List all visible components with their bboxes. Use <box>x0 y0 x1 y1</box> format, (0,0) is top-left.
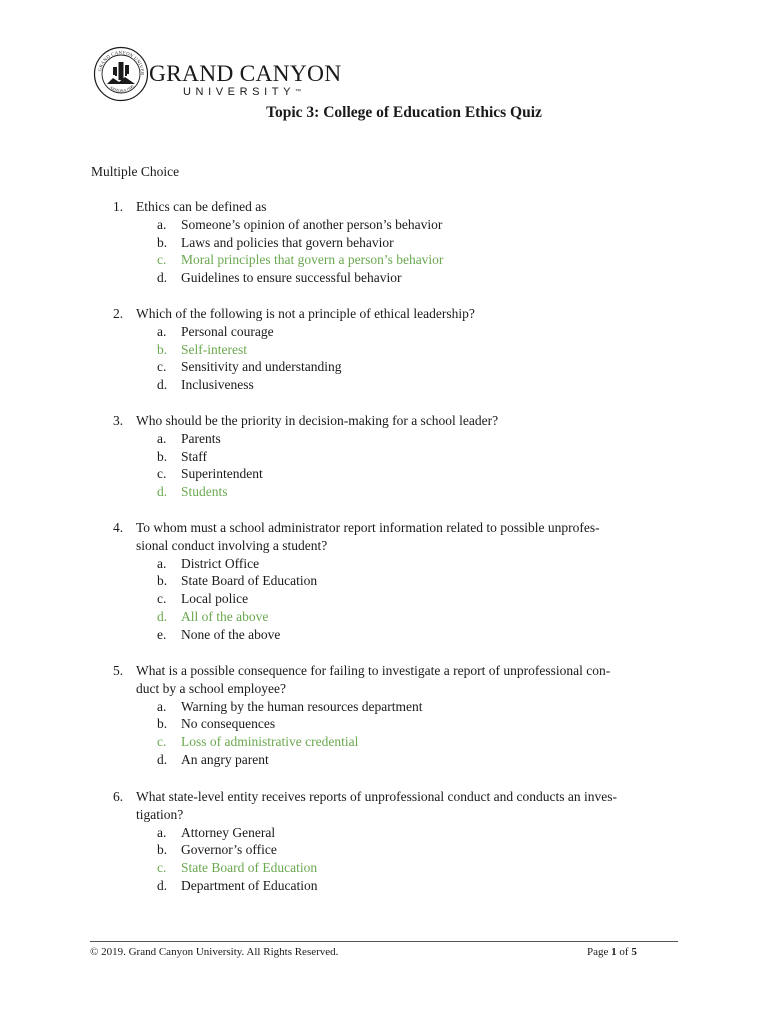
option-text: None of the above <box>181 626 281 642</box>
answer-option <box>0 555 768 573</box>
answer-option <box>0 430 768 448</box>
option-text: Someone’s opinion of another person’s behavior <box>181 216 443 232</box>
footer-page-number: Page 1 of 5 <box>587 946 637 958</box>
answer-option <box>0 715 768 733</box>
option-text: Department of Education <box>181 877 318 893</box>
option-letter: a. <box>157 216 167 232</box>
option-text: Personal courage <box>181 323 274 339</box>
answer-option <box>0 323 768 341</box>
answer-option <box>0 358 768 376</box>
option-text: State Board of Education <box>181 860 318 876</box>
option-letter: a. <box>157 555 167 571</box>
footer-divider <box>90 941 678 942</box>
answer-option <box>0 465 768 483</box>
option-letter: d. <box>157 484 168 500</box>
question-number: 4. <box>113 520 124 535</box>
answer-option <box>0 216 768 234</box>
option-letter: c. <box>157 734 167 750</box>
option-letter: d. <box>157 751 168 767</box>
option-text: District Office <box>181 555 260 571</box>
option-letter: c. <box>157 252 167 268</box>
option-letter: e. <box>157 626 167 642</box>
answer-option <box>0 376 768 394</box>
question-text-line: tigation? <box>136 806 184 822</box>
question-text-line: duct by a school employee? <box>136 680 286 696</box>
option-text: Moral principles that govern a person’s behavior <box>181 252 444 268</box>
option-letter: c. <box>157 359 167 375</box>
option-text: Students <box>181 484 228 500</box>
answer-options <box>0 698 768 769</box>
answer-option <box>0 751 768 769</box>
answer-option <box>0 877 768 895</box>
option-letter: b. <box>157 573 168 589</box>
option-text: Staff <box>181 448 207 464</box>
logo-subtitle: UNIVERSITY™ <box>183 86 302 98</box>
answer-option <box>0 824 768 842</box>
answer-option-correct <box>0 733 768 751</box>
option-letter: c. <box>157 591 167 607</box>
option-letter: b. <box>157 716 168 732</box>
question-text <box>136 788 686 824</box>
answer-option <box>0 841 768 859</box>
option-letter: c. <box>157 466 167 482</box>
option-text: No consequences <box>181 716 276 732</box>
question-number: 5. <box>113 663 124 678</box>
answer-options <box>0 555 768 644</box>
option-letter: c. <box>157 860 167 876</box>
option-letter: d. <box>157 377 168 393</box>
answer-option-correct <box>0 859 768 877</box>
question-text <box>136 662 686 698</box>
answer-options <box>0 323 768 394</box>
option-letter: d. <box>157 608 168 624</box>
option-text: Superintendent <box>181 466 263 482</box>
page-title: Topic 3: College of Education Ethics Quiz <box>266 104 542 121</box>
option-letter: b. <box>157 341 168 357</box>
option-text: Laws and policies that govern behavior <box>181 234 394 250</box>
option-text: Guidelines to ensure successful behavior <box>181 270 402 286</box>
logo-wordmark: GRAND CANYON <box>149 61 342 87</box>
question-number: 1. <box>113 199 124 214</box>
question-number: 2. <box>113 306 124 321</box>
question-text-line: sional conduct involving a student? <box>136 537 328 553</box>
answer-option <box>0 698 768 716</box>
question-text: Ethics can be defined as <box>136 199 267 214</box>
question-text <box>136 519 686 555</box>
answer-options <box>0 216 768 287</box>
answer-option <box>0 448 768 466</box>
option-text: An angry parent <box>181 751 269 767</box>
question-text: Who should be the priority in decision-making for a school leader? <box>136 413 499 428</box>
answer-option <box>0 269 768 287</box>
option-text: Warning by the human resources department <box>181 698 423 714</box>
option-letter: b. <box>157 448 168 464</box>
option-text: Loss of administrative credential <box>181 734 359 750</box>
answer-option <box>0 626 768 644</box>
option-text: Governor’s office <box>181 842 277 858</box>
answer-option-correct <box>0 483 768 501</box>
svg-text:ARIZONA 1949: ARIZONA 1949 <box>108 83 135 94</box>
option-letter: a. <box>157 323 167 339</box>
answer-options <box>0 824 768 895</box>
option-text: Sensitivity and understanding <box>181 359 342 375</box>
option-text: Self-interest <box>181 341 247 357</box>
option-letter: a. <box>157 698 167 714</box>
footer-copyright: © 2019. Grand Canyon University. All Rights Reserved. <box>90 946 339 958</box>
option-text: Local police <box>181 591 249 607</box>
question-text-line: What state-level entity receives reports of unprofessional conduct and conducts an inves- <box>136 789 617 804</box>
option-text: All of the above <box>181 608 269 624</box>
option-letter: b. <box>157 842 168 858</box>
svg-text:GRAND CANYON UNIVERSITY: GRAND CANYON UNIVER <box>97 49 146 76</box>
option-text: State Board of Education <box>181 573 318 589</box>
question-text-line: To whom must a school administrator report information related to possible unprofes- <box>136 520 600 535</box>
question-text-line: What is a possible consequence for failing to investigate a report of unprofessional con- <box>136 663 611 678</box>
answer-option <box>0 590 768 608</box>
option-text: Attorney General <box>181 824 276 840</box>
answer-option-correct <box>0 608 768 626</box>
option-letter: a. <box>157 430 167 446</box>
answer-option-correct <box>0 251 768 269</box>
answer-options <box>0 430 768 501</box>
answer-option <box>0 572 768 590</box>
question-text: Which of the following is not a principle of ethical leadership? <box>136 306 475 321</box>
option-letter: b. <box>157 234 168 250</box>
question-number: 3. <box>113 413 124 428</box>
option-letter: d. <box>157 877 168 893</box>
option-letter: d. <box>157 270 168 286</box>
answer-option <box>0 234 768 252</box>
answer-option-correct <box>0 341 768 359</box>
option-text: Parents <box>181 430 221 446</box>
option-letter: a. <box>157 824 167 840</box>
section-heading: Multiple Choice <box>91 164 180 179</box>
question-number: 6. <box>113 789 124 804</box>
option-text: Inclusiveness <box>181 377 254 393</box>
